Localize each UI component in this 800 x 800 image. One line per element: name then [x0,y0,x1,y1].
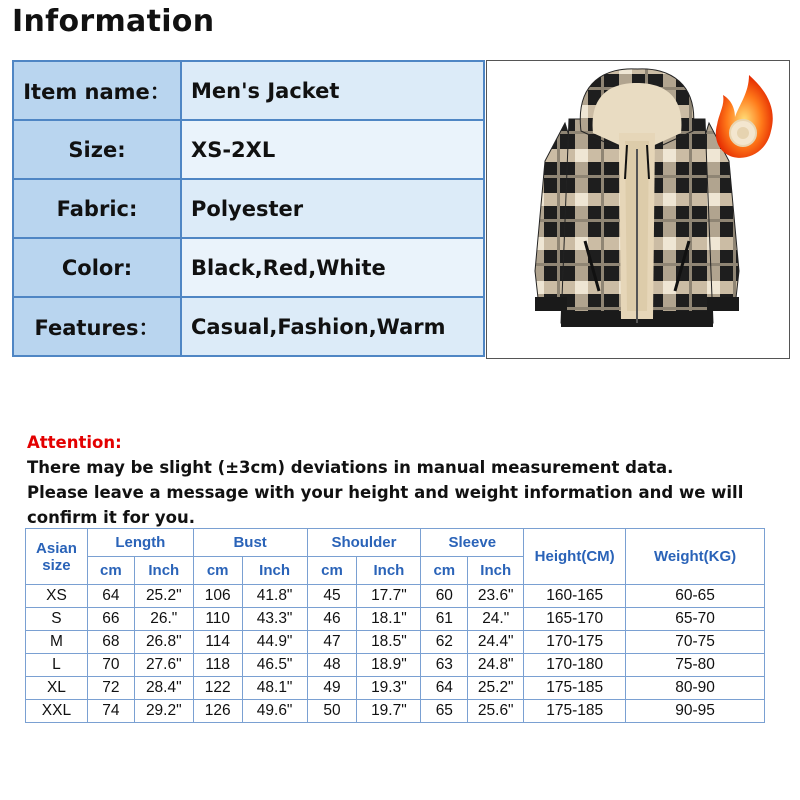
table-cell: 23.6" [468,585,524,608]
table-cell: 118 [193,654,242,677]
table-cell: 19.3" [357,677,421,700]
info-value: XS-2XL [181,120,484,179]
info-value: Casual,Fashion,Warm [181,297,484,356]
table-cell: S [26,608,88,631]
table-cell: 24." [468,608,524,631]
table-cell: 25.2" [468,677,524,700]
table-cell: 43.3" [242,608,307,631]
table-cell: 75-80 [626,654,765,677]
info-key: Item name： [13,61,181,120]
notice-line-2: Please leave a message with your height and weight information and we will confirm it for you. [27,483,744,527]
table-cell: 175-185 [524,700,626,723]
subheader-cm: cm [307,557,357,585]
table-cell: 25.2" [134,585,193,608]
table-cell: 65-70 [626,608,765,631]
info-table [12,60,485,357]
size-header-row [26,529,765,557]
table-cell: 74 [87,700,134,723]
header-shoulder: Shoulder [307,529,421,557]
table-cell: 25.6" [468,700,524,723]
measurement-notice [27,430,767,530]
table-cell: 70 [87,654,134,677]
table-cell: 27.6" [134,654,193,677]
table-cell: 70-75 [626,631,765,654]
table-cell: 18.5" [357,631,421,654]
table-cell: 41.8" [242,585,307,608]
table-cell: 29.2" [134,700,193,723]
table-cell: 48.1" [242,677,307,700]
info-value: Polyester [181,179,484,238]
size-chart-table [25,528,765,723]
page-title: Information [12,4,215,39]
table-cell: 49 [307,677,357,700]
table-cell: 175-185 [524,677,626,700]
table-cell: 110 [193,608,242,631]
table-cell: 24.8" [468,654,524,677]
info-key: Color: [13,238,181,297]
table-row [26,608,765,631]
table-cell: 24.4" [468,631,524,654]
info-key: Features： [13,297,181,356]
subheader-inch: Inch [134,557,193,585]
info-value: Men's Jacket [181,61,484,120]
subheader-cm: cm [421,557,468,585]
header-sleeve: Sleeve [421,529,524,557]
header-bust: Bust [193,529,307,557]
info-row-fabric [13,179,484,238]
header-asian-size: Asian size [26,529,88,585]
info-row-size [13,120,484,179]
table-cell: 62 [421,631,468,654]
table-cell: 46 [307,608,357,631]
table-cell: 114 [193,631,242,654]
table-cell: XS [26,585,88,608]
header-height: Height(CM) [524,529,626,585]
table-cell: 90-95 [626,700,765,723]
table-cell: 45 [307,585,357,608]
table-cell: 47 [307,631,357,654]
table-cell: 18.9" [357,654,421,677]
table-cell: 26.8" [134,631,193,654]
table-cell: 64 [421,677,468,700]
table-cell: 170-180 [524,654,626,677]
header-weight: Weight(KG) [626,529,765,585]
subheader-inch: Inch [242,557,307,585]
table-cell: 26." [134,608,193,631]
table-cell: 46.5" [242,654,307,677]
table-cell: 122 [193,677,242,700]
info-key: Size: [13,120,181,179]
table-cell: 170-175 [524,631,626,654]
subheader-cm: cm [193,557,242,585]
table-cell: 126 [193,700,242,723]
table-cell: 106 [193,585,242,608]
table-cell: 44.9" [242,631,307,654]
table-cell: 49.6" [242,700,307,723]
table-row [26,585,765,608]
header-length: Length [87,529,193,557]
flame-fleece-icon [716,75,773,158]
size-table-body [26,585,765,723]
table-cell: 50 [307,700,357,723]
info-key: Fabric: [13,179,181,238]
table-row [26,700,765,723]
table-cell: 17.7" [357,585,421,608]
table-row [26,677,765,700]
table-cell: 61 [421,608,468,631]
info-value: Black,Red,White [181,238,484,297]
table-cell: M [26,631,88,654]
table-cell: 60 [421,585,468,608]
table-cell: 18.1" [357,608,421,631]
info-row-item-name [13,61,484,120]
attention-heading: Attention: [27,433,122,452]
table-cell: 64 [87,585,134,608]
subheader-cm: cm [87,557,134,585]
table-cell: XXL [26,700,88,723]
table-cell: XL [26,677,88,700]
table-row [26,631,765,654]
table-row [26,654,765,677]
table-cell: 48 [307,654,357,677]
table-cell: 165-170 [524,608,626,631]
table-cell: 72 [87,677,134,700]
table-cell: 65 [421,700,468,723]
table-cell: L [26,654,88,677]
jacket-illustration [487,61,789,358]
subheader-inch: Inch [357,557,421,585]
info-row-features [13,297,484,356]
table-cell: 160-165 [524,585,626,608]
notice-line-1: There may be slight (±3cm) deviations in manual measurement data. [27,458,674,477]
table-cell: 68 [87,631,134,654]
table-cell: 66 [87,608,134,631]
table-cell: 63 [421,654,468,677]
table-cell: 60-65 [626,585,765,608]
table-cell: 19.7" [357,700,421,723]
table-cell: 80-90 [626,677,765,700]
subheader-inch: Inch [468,557,524,585]
info-row-color [13,238,484,297]
product-photo [486,60,790,359]
table-cell: 28.4" [134,677,193,700]
